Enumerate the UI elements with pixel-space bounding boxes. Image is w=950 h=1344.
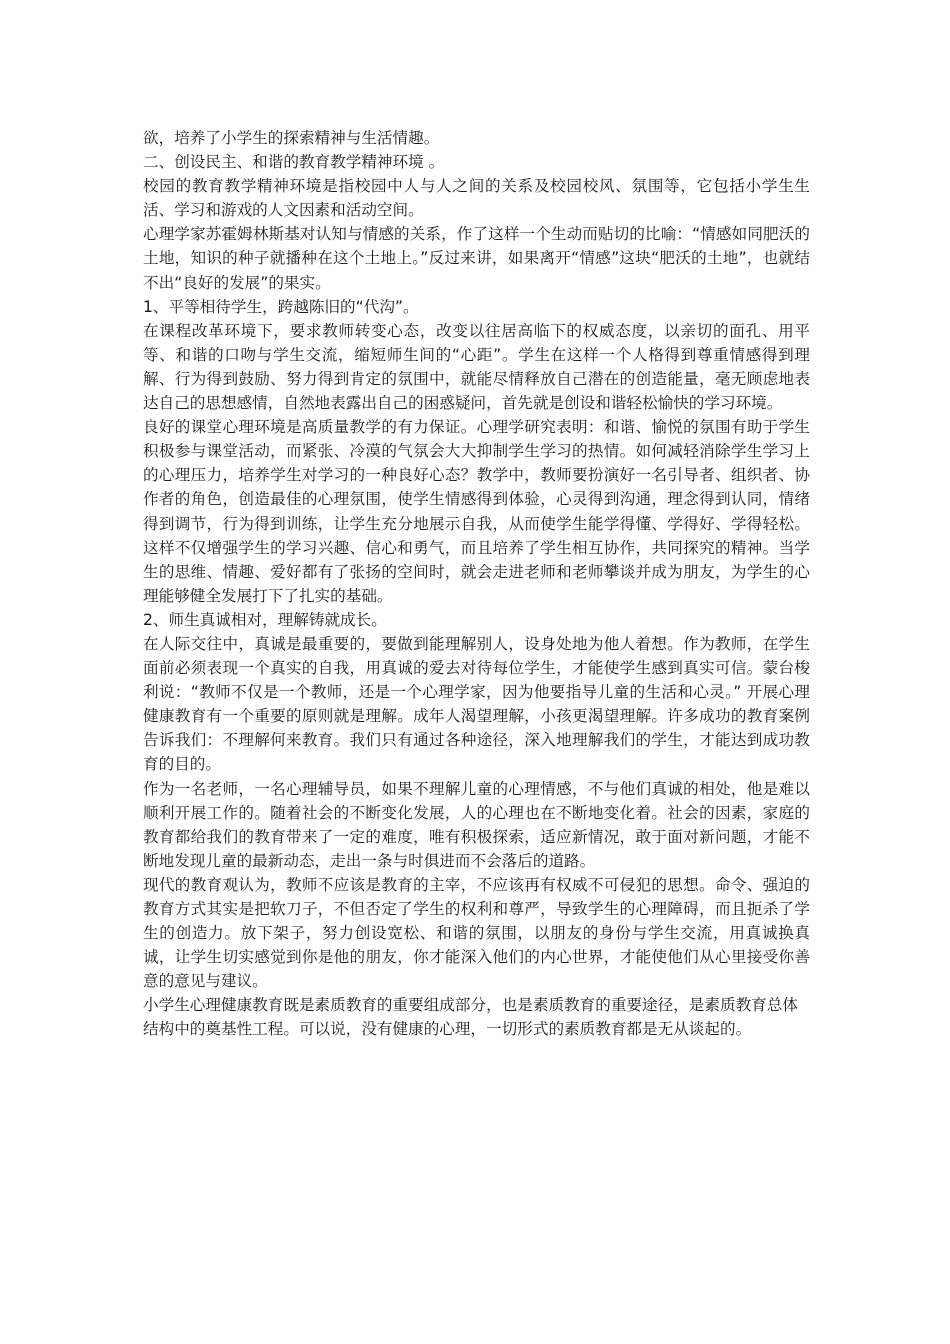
paragraph: 校园的教育教学精神环境是指校园中人与人之间的关系及校园校风、氛围等，它包括小学生生活、学习和游戏的人文因素和活动空间。 — [143, 177, 810, 220]
paragraph: 良好的课堂心理环境是高质量教学的有力保证。心理学研究表明：和谐、愉悦的氛围有助于学生积极参与课堂活动，而紧张、冷漠的气氛会大大抑制学生学习的热情。如何减轻消除学生学习上的心理压力，培养学生对学习的一种良好心态？教学中，教师要扮演好一名引导者、组织者、协作者的角色，创造最佳的心理氛围，使学生情感得到体验，心灵得到沟通，理念得到认同，情绪得到调节，行为得到训练，让学生充分地展示自我，从而使学生能学得懂、学得好、学得轻松。这样不仅增强学生的学习兴趣、信心和勇气，而且培养了学生相互协作，共同探究的精神。当学生的思维、情趣、爱好都有了张扬的空间时，就会走进老师和老师攀谈并成为朋友，为学生的心理能够健全发展打下了扎实的基础。 — [143, 418, 810, 605]
subheading-1: 1、平等相待学生，跨越陈旧的“代沟”。 — [143, 297, 419, 316]
paragraph: 小学生心理健康教育既是素质教育的重要组成部分，也是素质教育的重要途径，是素质教育总体结构中的奠基性工程。可以说，没有健康的心理，一切形式的素质教育都是无从谈起的。 — [143, 996, 798, 1039]
paragraph: 作为一名老师，一名心理辅导员，如果不理解儿童的心理情感，不与他们真诚的相处，他是难以顺利开展工作的。随着社会的不断变化发展，人的心理也在不断地变化着。社会的因素，家庭的教育都给我们的教育带来了一定的难度，唯有积极探索，适应新情况，敢于面对新问题，才能不断地发现儿童的最新动态，走出一条与时俱进而不会落后的道路。 — [143, 779, 810, 870]
section-heading-2: 二、创设民主、和谐的教育教学精神环境 。 — [143, 153, 445, 172]
paragraph-continuation: 欲，培养了小学生的探索精神与生活情趣。 — [143, 129, 440, 147]
paragraph: 在人际交往中，真诚是最重要的，要做到能理解别人，设身处地为他人着想。作为教师，在学生面前必须表现一个真实的自我，用真诚的爱去对待每位学生，才能使学生感到真实可信。蒙台梭利说：“教师不仅是一个教师，还是一个心理学家，因为他要指导儿童的生活和心灵。” 开展心理健康教育有一个重要的原则就是理解。成年人渴望理解，小孩更渴望理解。许多成功的教育案例告诉我们：不理解何来教育。我们只有通过各种途径，深入地理解我们的学生，才能达到成功教育的目的。 — [143, 634, 810, 774]
paragraph: 现代的教育观认为，教师不应该是教育的主宰，不应该再有权威不可侵犯的思想。命令、强迫的教育方式其实是把软刀子，不但否定了学生的权利和尊严，导致学生的心理障碍，而且扼杀了学生的创造力。放下架子，努力创设宽松、和谐的氛围，以朋友的身份与学生交流，用真诚换真诚，让学生切实感觉到你是他的朋友，你才能深入他们的内心世界，才能使他们从心里接受你善意的意见与建议。 — [143, 875, 810, 991]
paragraph: 心理学家苏霍姆林斯基对认知与情感的关系，作了这样一个生动而贴切的比喻：“情感如同肥沃的土地，知识的种子就播种在这个土地上。”反过来讲，如果离开“情感”这块“肥沃的土地”，也就结不出“良好的发展”的果实。 — [143, 225, 810, 292]
subheading-2: 2、师生真诚相对，理解铸就成长。 — [143, 610, 387, 629]
document-body — [143, 126, 810, 1042]
paragraph: 在课程改革环境下，要求教师转变心态，改变以往居高临下的权威态度，以亲切的面孔、用平等、和谐的口吻与学生交流，缩短师生间的“心距”。学生在这样一个人格得到尊重情感得到理解、行为得到鼓励、努力得到肯定的氛围中，就能尽情释放自己潜在的创造能量，毫无顾虑地表达自己的思想感情，自然地表露出自己的困惑疑问，首先就是创设和谐轻松愉快的学习环境。 — [143, 321, 810, 413]
